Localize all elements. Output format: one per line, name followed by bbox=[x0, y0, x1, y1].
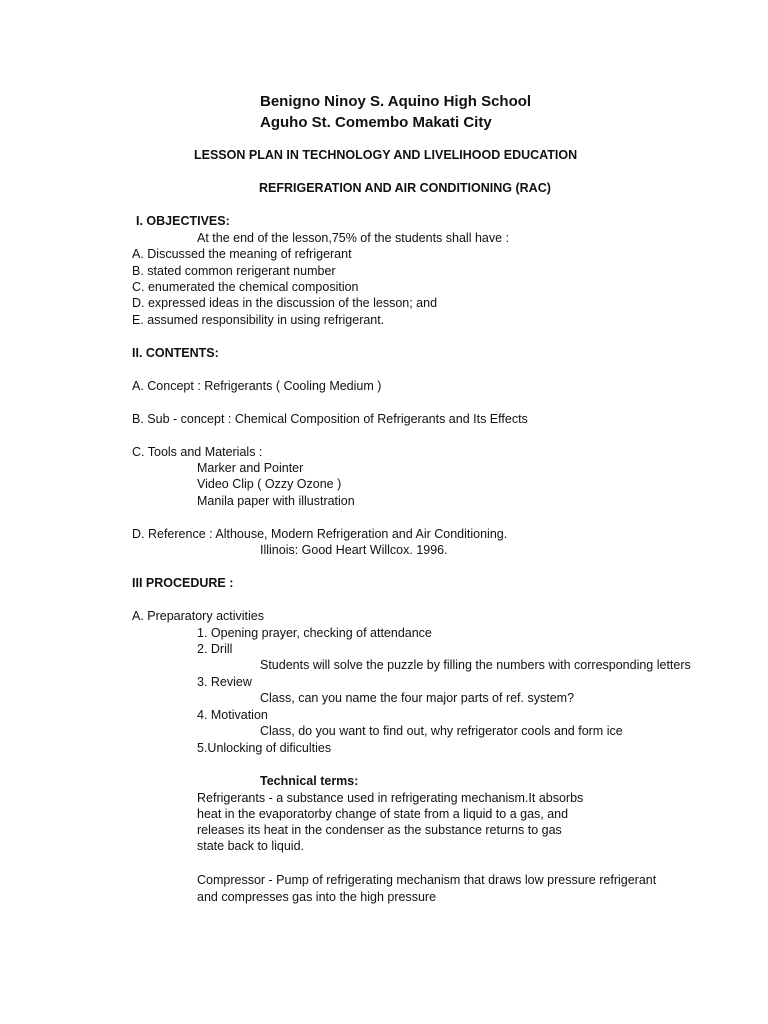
objectives-intro: At the end of the lesson,75% of the students shall have : bbox=[197, 231, 510, 245]
procedure-step-detail: Students will solve the puzzle by filling the numbers with corresponding letters bbox=[260, 658, 691, 672]
definition-line: releases its heat in the condenser as the substance returns to gas bbox=[197, 823, 562, 837]
definition-line: Refrigerants - a substance used in refrigerating mechanism.It absorbs bbox=[197, 791, 584, 805]
tool-item: Manila paper with illustration bbox=[197, 494, 355, 508]
sub-concept: B. Sub - concept : Chemical Composition of Refrigerants and Its Effects bbox=[132, 412, 528, 426]
objectives-heading: I. OBJECTIVES: bbox=[136, 214, 230, 228]
procedure-step: 3. Review bbox=[197, 675, 252, 689]
school-name: Benigno Ninoy S. Aquino High School bbox=[260, 93, 532, 110]
preparatory-heading: A. Preparatory activities bbox=[132, 609, 264, 623]
procedure-step-detail: Class, can you name the four major parts of ref. system? bbox=[260, 691, 575, 705]
definition-line: heat in the evaporatorby change of state from a liquid to a gas, and bbox=[197, 807, 569, 821]
procedure-step: 1. Opening prayer, checking of attendance bbox=[197, 626, 432, 640]
lesson-plan-title: LESSON PLAN IN TECHNOLOGY AND LIVELIHOOD EDUCATION bbox=[194, 148, 578, 162]
objective-item: A. Discussed the meaning of refrigerant bbox=[132, 247, 352, 261]
definition-line: state back to liquid. bbox=[197, 839, 305, 853]
technical-terms-heading: Technical terms: bbox=[260, 774, 359, 788]
tool-item: Video Clip ( Ozzy Ozone ) bbox=[197, 477, 342, 491]
reference: D. Reference : Althouse, Modern Refrigeration and Air Conditioning. bbox=[132, 527, 508, 541]
definition-line: Compressor - Pump of refrigerating mechanism that draws low pressure refrigerant bbox=[197, 873, 657, 887]
subject-title: REFRIGERATION AND AIR CONDITIONING (RAC) bbox=[259, 181, 551, 195]
procedure-heading: III PROCEDURE : bbox=[132, 576, 234, 590]
objective-item: D. expressed ideas in the discussion of the lesson; and bbox=[132, 296, 438, 310]
contents-heading: II. CONTENTS: bbox=[132, 346, 219, 360]
procedure-step: 2. Drill bbox=[197, 642, 233, 656]
procedure-step: 4. Motivation bbox=[197, 708, 268, 722]
reference-continued: Illinois: Good Heart Willcox. 1996. bbox=[260, 543, 448, 557]
tool-item: Marker and Pointer bbox=[197, 461, 304, 475]
definition-line: and compresses gas into the high pressure bbox=[197, 890, 437, 904]
concept: A. Concept : Refrigerants ( Cooling Medium ) bbox=[132, 379, 382, 393]
objective-item: B. stated common rerigerant number bbox=[132, 264, 336, 278]
procedure-step-detail: Class, do you want to find out, why refrigerator cools and form ice bbox=[260, 724, 623, 738]
school-address: Aguho St. Comembo Makati City bbox=[260, 114, 492, 131]
objective-item: C. enumerated the chemical composition bbox=[132, 280, 359, 294]
objective-item: E. assumed responsibility in using refrigerant. bbox=[132, 313, 385, 327]
procedure-step: 5.Unlocking of dificulties bbox=[197, 741, 332, 755]
tools-heading: C. Tools and Materials : bbox=[132, 445, 263, 459]
